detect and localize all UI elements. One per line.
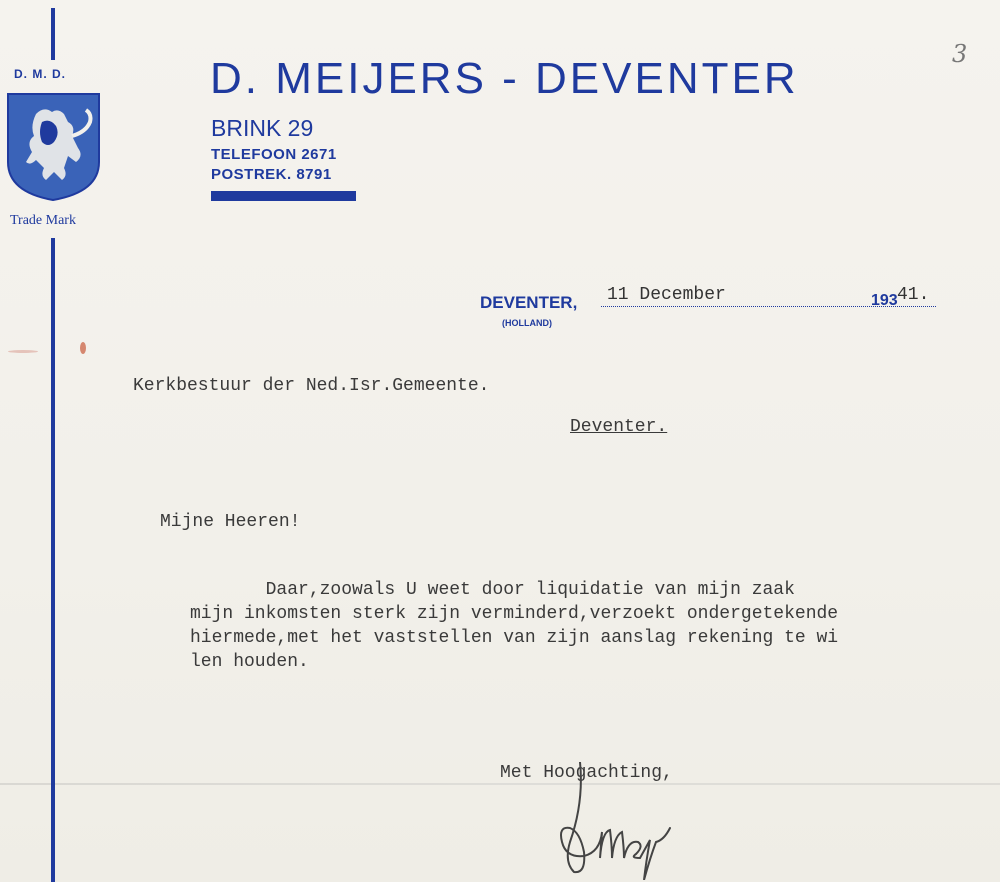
monogram: D. M. D. [14, 67, 66, 81]
fold-crease [0, 783, 1000, 785]
letterhead-bar [211, 191, 356, 201]
signature [540, 762, 690, 880]
body-line-3: hiermede,met het vaststellen van zijn aanslag rekening te wi [190, 628, 839, 648]
margin-rule-top [51, 8, 55, 60]
page-mark: 3 [952, 40, 968, 68]
trademark-label: Trade Mark [10, 213, 76, 228]
closing: Met Hoogachting, [500, 763, 673, 783]
body-line-4: len houden. [190, 652, 309, 672]
company-telephone: TELEFOON 2671 [211, 146, 337, 163]
stain [80, 342, 86, 354]
letter-country: (HOLLAND) [502, 318, 552, 328]
salutation: Mijne Heeren! [160, 512, 301, 532]
body-line-2: mijn inkomsten sterk zijn verminderd,verzoekt ondergetekende [190, 604, 839, 624]
recipient: Kerkbestuur der Ned.Isr.Gemeente. [133, 376, 490, 396]
letter-date: 11 December [607, 285, 726, 305]
body-line-1: Daar,zoowals U weet door liquidatie van mijn zaak [190, 580, 795, 600]
stain [8, 350, 38, 353]
recipient-city: Deventer. [570, 417, 668, 437]
lion-shield-icon [6, 92, 101, 202]
letter-city: DEVENTER, [480, 293, 578, 312]
letter-year-suffix: 41. [897, 285, 930, 305]
company-address: BRINK 29 [211, 115, 314, 141]
company-postrek: POSTREK. 8791 [211, 166, 332, 183]
letter-year-prefix: 193 [871, 292, 898, 309]
company-name: D. MEIJERS - DEVENTER [210, 54, 799, 103]
margin-rule [51, 238, 55, 882]
